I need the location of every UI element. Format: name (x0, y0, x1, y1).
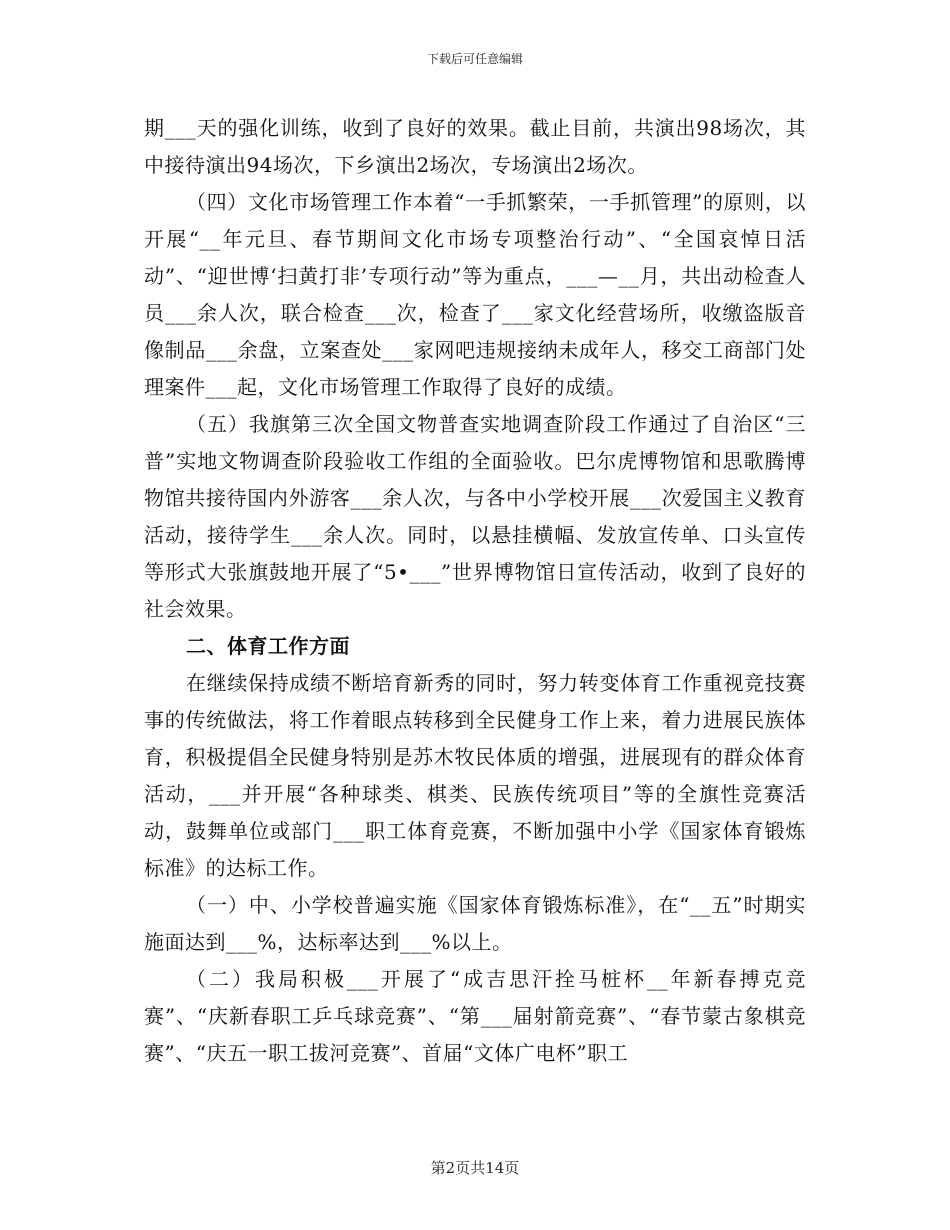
page-footer: 第2页共14页 (430, 1159, 520, 1177)
page-header: 下载后可任意编辑 (426, 52, 523, 66)
paragraph-sports-intro: 在继续保持成绩不断培育新秀的同时，努力转变体育工作重视竞技赛事的传统做法，将工作着眼点转移到全民健身工作上来，着力进展民族体育，积极提倡全民健身特别是苏木牧民体质的增强，进展现有的群众体育活动，___并开展“各种球类、棋类、民族传统项目”等的全旗性竞赛活动，鼓舞单位或部门___职工体育竞赛，不断加强中小学《国家体育锻炼标准》的达标工作。 (144, 671, 806, 880)
document-body (144, 110, 806, 1072)
paragraph-culture-market: （四）文化市场管理工作本着“一手抓繁荣，一手抓管理”的原则，以开展“__年元旦、春节期间文化市场专项整治行动”、“全国哀悼日活动”、“迎世博‘扫黄打非’专项行动”等为重点，___—__月，共出动检查人员___余人次，联合检查___次，检查了___家文化经营场所，收缴盗版音像制品___余盘，立案查处___家网吧违规接纳未成年人，移交工商部门处理案件___起，文化市场管理工作取得了良好的成绩。 (144, 190, 806, 399)
paragraph-cultural-relics: （五）我旗第三次全国文物普查实地调查阶段工作通过了自治区“三普”实地文物调查阶段验收工作组的全面验收。巴尔虎博物馆和思歌腾博物馆共接待国内外游客___余人次，与各中小学校开展___次爱国主义教育活动，接待学生___余人次。同时，以悬挂横幅、发放宣传单、口头宣传等形式大张旗鼓地开展了“5•___”世界博物馆日宣传活动，收到了良好的社会效果。 (144, 412, 806, 621)
paragraph-sports-competitions: （二）我局积极___开展了“成吉思汗拴马桩杯__年新春搏克竞赛”、“庆新春职工乒乓球竞赛”、“第___届射箭竞赛”、“春节蒙古象棋竞赛”、“庆五一职工拔河竞赛”、首届“文体广电杯”职工 (144, 967, 806, 1065)
section-heading-sports: 二、体育工作方面 (186, 634, 350, 658)
paragraph-sports-standard: （一）中、小学校普遍实施《国家体育锻炼标准》，在“__五”时期实施面达到___%，达标率达到___%以上。 (144, 893, 806, 954)
paragraph-continuation: 期___天的强化训练，收到了良好的效果。截止目前，共演出98场次，其中接待演出94场次，下乡演出2场次，专场演出2场次。 (144, 116, 806, 177)
